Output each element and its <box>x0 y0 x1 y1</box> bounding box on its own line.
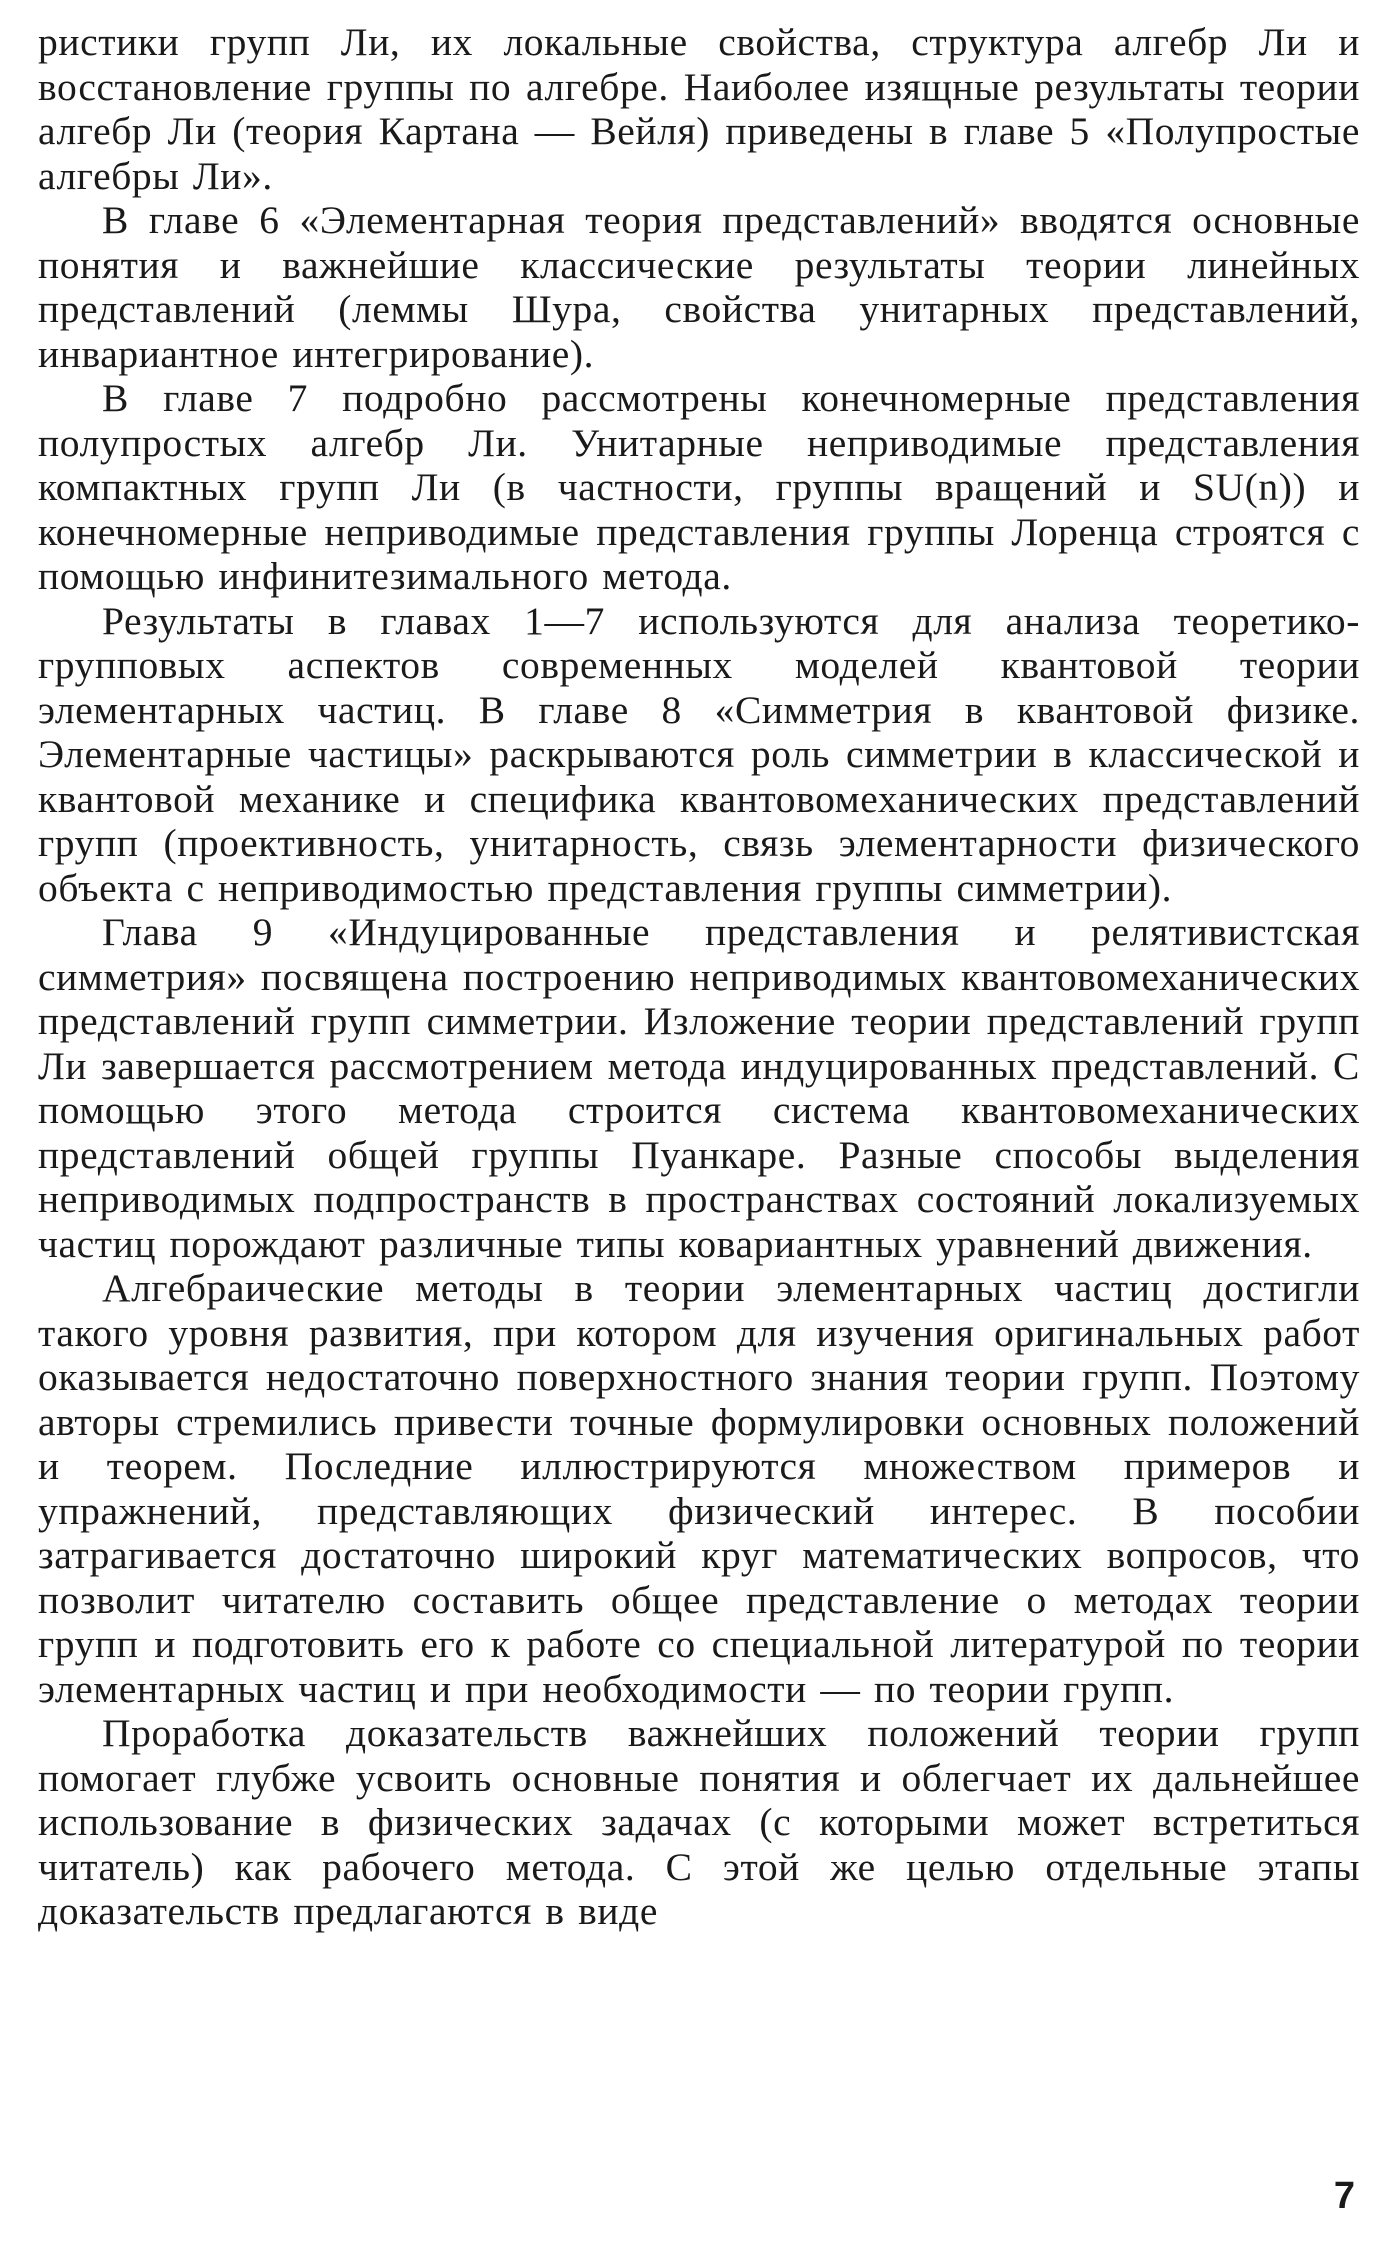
paragraph-1: ристики групп Ли, их локальные свойства, структура алгебр Ли и восстановление группы по алгебре. Наиболее изящные результаты теории алгебр Ли (теория Картана — Вейля) приведены в главе 5 «Полупростые алгебры Ли». <box>38 20 1360 198</box>
paragraph-6: Алгебраические методы в теории элементарных частиц достигли такого уровня развития, при котором для изучения оригинальных работ оказывается недостаточно поверхностного знания теории групп. Поэтому авторы стремились привести точные формулировки основных положений и теорем. Последние иллюстрируются множеством примеров и упражнений, представляющих физический интерес. В пособии затрагивается достаточно широкий круг математических вопросов, что позволит читателю составить общее представление о методах теории групп и подготовить его к работе со специальной литературой по теории элементарных частиц и при необходимости — по теории групп. <box>38 1266 1360 1711</box>
page-number: 7 <box>1333 2175 1355 2217</box>
paragraph-2: В главе 6 «Элементарная теория представлений» вводятся основные понятия и важнейшие классические результаты теории линейных представлений (леммы Шура, свойства унитарных представлений, инвариантное интегрирование). <box>38 198 1360 376</box>
page-body <box>38 20 1360 1934</box>
paragraph-3: В главе 7 подробно рассмотрены конечномерные представления полупростых алгебр Ли. Унитарные неприводимые представления компактных групп Ли (в частности, группы вращений и SU(n)) и конечномерные неприводимые представления группы Лоренца строятся с помощью инфинитезимального метода. <box>38 376 1360 598</box>
paragraph-7: Проработка доказательств важнейших положений теории групп помогает глубже усвоить основные понятия и облегчает их дальнейшее использование в физических задачах (с которыми может встретиться читатель) как рабочего метода. С этой же целью отдельные этапы доказательств предлагаются в виде <box>38 1711 1360 1933</box>
paragraph-5: Глава 9 «Индуцированные представления и релятивистская симметрия» посвящена построению неприводимых квантовомеханических представлений групп симметрии. Изложение теории представлений групп Ли завершается рассмотрением метода индуцированных представлений. С помощью этого метода строится система квантовомеханических представлений общей группы Пуанкаре. Разные способы выделения неприводимых подпространств в пространствах состояний локализуемых частиц порождают различные типы ковариантных уравнений движения. <box>38 910 1360 1266</box>
paragraph-4: Результаты в главах 1—7 используются для анализа теоретико-групповых аспектов современных моделей квантовой теории элементарных частиц. В главе 8 «Симметрия в квантовой физике. Элементарные частицы» раскрываются роль симметрии в классической и квантовой механике и специфика квантовомеханических представлений групп (проективность, унитарность, связь элементарности физического объекта с неприводимостью представления группы симметрии). <box>38 598 1360 910</box>
